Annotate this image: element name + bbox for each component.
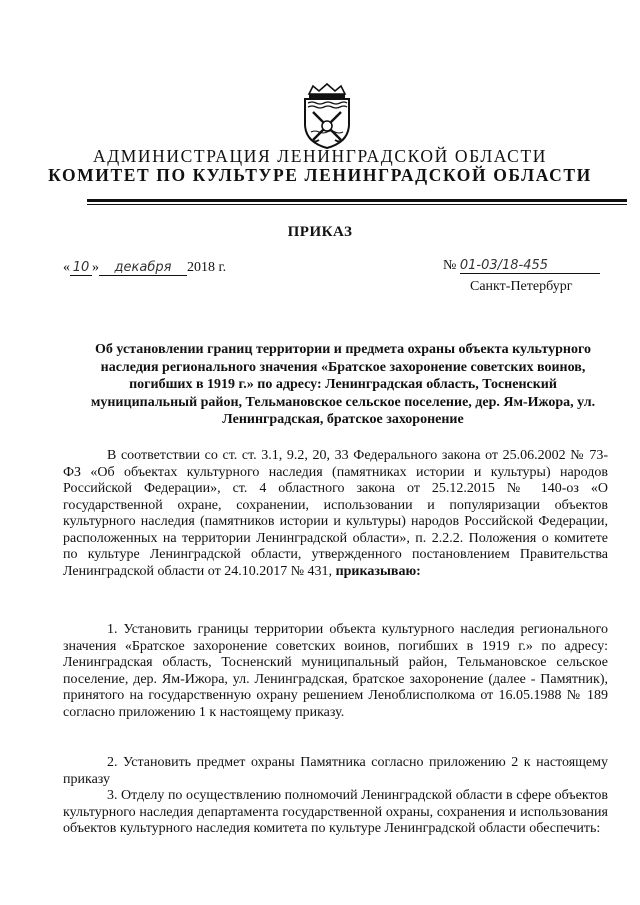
document-subject: Об установлении границ территории и предмета охраны объекта культурного наследия регионального значения «Братское захоронение советских воинов, погибших в 1919 г.» по адресу: Ленинградская область, Тосненский муниципальный район, Тельмановское сельское поселение, дер. Ям-Ижора, ул. Ленинградская, братское захоронение — [90, 342, 596, 428]
number-handwritten: 01-03/18-455 — [460, 259, 600, 274]
document-city: Санкт-Петербург — [470, 279, 573, 294]
date-month-handwritten: декабря — [99, 261, 187, 276]
coat-of-arms-icon — [299, 82, 355, 150]
organization-name: АДМИНИСТРАЦИЯ ЛЕНИНГРАДСКОЙ ОБЛАСТИ — [93, 146, 547, 166]
document-number — [443, 258, 600, 274]
intro-text: В соответствии со ст. ст. 3.1, 9.2, 20, 33 Федерального закона от 25.06.2002 № 73-ФЗ «Об объектах культурного наследия (памятниках истории и культуры) народов Российской Федерации», ст. 4 областного закона от 25.12.2015 № 140-оз «О государственной охране, сохранении, использовании и популяризации объектов культурного наследия (памятников истории и культуры) народов Российской Федерации, расположенных на территории Ленинградской области», п. 2.2.2. Положения о комитете по культуре Ленинградской области, утвержденного постановлением Правительства Ленинградской области от 24.10.2017 № 431, — [63, 448, 608, 579]
number-prefix: № — [443, 258, 457, 273]
order-word: приказываю: — [335, 563, 421, 579]
date-day-handwritten: 10 — [70, 261, 92, 276]
document-date — [63, 260, 226, 276]
document-title: ПРИКАЗ — [287, 224, 353, 240]
order-item-3: 3. Отделу по осуществлению полномочий Ленинградской области в сфере объектов культурного наследия департамента государственной охраны, сохранения и использования объектов культурного наследия комитета по культуре Ленинградской области обеспечить: — [63, 788, 608, 836]
intro-paragraph — [63, 448, 608, 580]
header-rule-thin — [87, 204, 627, 205]
header-rule-thick — [87, 199, 627, 202]
date-quote-close: » — [92, 260, 99, 275]
committee-name: КОМИТЕТ ПО КУЛЬТУРЕ ЛЕНИНГРАДСКОЙ ОБЛАСТИ — [48, 165, 592, 185]
date-quote-open: « — [63, 260, 70, 275]
order-item-1: 1. Установить границы территории объекта культурного наследия регионального значения «Братское захоронение советских воинов, погибших в 1919 г.» по адресу: Ленинградская область, Тосненский муниципальный район, Тельмановское сельское поселение, дер. Ям-Ижора, ул. Ленинградская, братское захоронение (далее - Памятник), принятого на государственную охрану решением Леноблисполкома от 16.05.1988 № 189 согласно приложению 1 к настоящему приказу. — [63, 622, 608, 720]
order-item-2: 2. Установить предмет охраны Памятника согласно приложению 2 к настоящему приказу — [63, 755, 608, 787]
date-year: 2018 г. — [187, 260, 227, 275]
